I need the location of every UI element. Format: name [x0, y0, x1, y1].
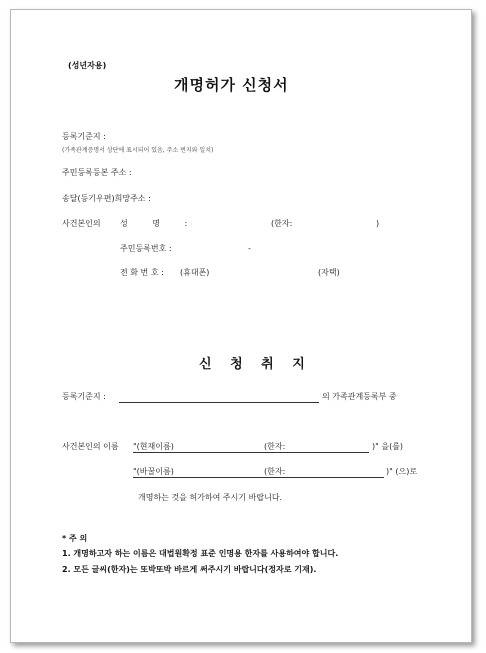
reg-base-underline	[119, 402, 319, 403]
document-page	[10, 9, 472, 643]
current-name-underline	[133, 452, 369, 453]
phone-label: 전 화 번 호 :	[120, 268, 164, 277]
new-name-underline	[133, 477, 384, 478]
registry-suffix: 의 가족관계등록부 중	[322, 392, 397, 401]
rrn-dash: -	[248, 244, 251, 253]
new-hanja-label: (한자:	[264, 467, 286, 476]
new-name-label: "(바꿀이름)	[133, 467, 174, 476]
note-item: 2. 모든 글씨(한자)는 또박또박 바르게 써주시기 바랍니다(정자로 기재).	[62, 565, 317, 574]
reg-base-label: 등록기준지 :	[62, 132, 106, 141]
applicant-label: 사건본인의	[62, 219, 101, 228]
name-label: 성 명 :	[120, 219, 188, 228]
note-item: 1. 개명하고자 하는 이름은 대법원확정 표준 인명용 한자를 사용하여야 합니다.	[62, 549, 339, 558]
request-text: 개명하는 것을 허가하여 주시기 바랍니다.	[138, 493, 283, 502]
rrn-label: 주민등록번호 :	[120, 244, 172, 253]
current-hanja-label: (한자:	[264, 442, 286, 451]
current-name-suffix: )" 을(를)	[372, 442, 404, 451]
reg-base-note: (가족관계증명서 상단에 표시되어 있음, 주소 번지와 일치)	[62, 147, 214, 154]
home-label: (자택)	[318, 268, 340, 277]
delivery-address-label: 송달(등기우편)희망주소 :	[62, 194, 151, 203]
adult-form-label: (성년자용)	[68, 61, 107, 70]
name-hanja-close: )	[376, 219, 380, 228]
current-name-label: "(현재이름)	[133, 442, 174, 451]
notes-heading: * 주 의	[62, 534, 88, 543]
purpose-heading: 신 청 취 지	[199, 357, 312, 372]
form-title: 개명허가 신청서	[174, 76, 289, 94]
resident-address-label: 주민등록등본 주소 :	[62, 168, 132, 177]
name-hanja-label: (한자:	[271, 219, 293, 228]
mobile-label: (휴대폰)	[180, 268, 210, 277]
purpose-reg-base-label: 등록기준지 :	[62, 392, 106, 401]
purpose-name-label: 사건본인의 이름	[62, 442, 119, 451]
new-name-suffix: )" (으)로	[386, 467, 418, 476]
